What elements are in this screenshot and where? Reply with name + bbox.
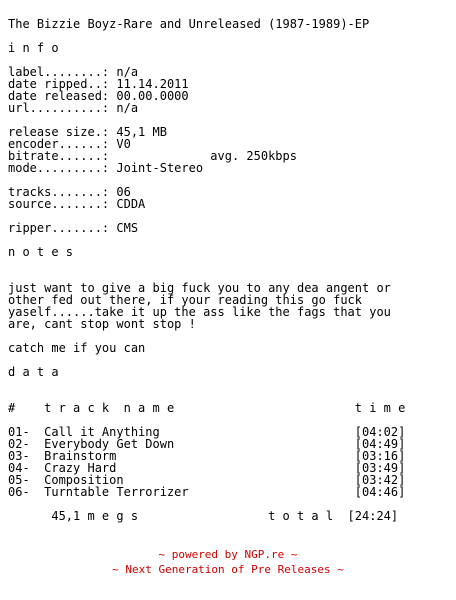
nfo-text-block: The Bizzie Boyz-Rare and Unreleased (1987-1989)-EP i n f o label........: n/a date ripped..: 11.14.2011 date released: 00.00.0000 url..........: n/a release size.: 45,1 MB encoder......: V0 bitrate......: avg. 250kbps mode.........: Joint-Stereo tracks.......: 06 source.......: CDDA ripper.......: CMS n o t e s just want to give a big fuck you to any dea angent or other fed out there, if your reading this go fuck yaself......take it up the ass like the fags that you are, cant stop wont stop ! catch me if you can d a t a # t r a c k n a m e t i m e 01- Call it Anything [04:02] 02- Everybody Get Down [04:49] 03- Brainstorm [03:16] 04- Crazy Hard [03:49] 05- Composition [03:42] 06- Turntable Terrorizer [04:46] 45,1 m e g s t o t a l [24:24] bbox=[8, 17, 406, 523]
footer-powered-by: ~ powered by NGP.re ~ bbox=[158, 548, 298, 561]
footer-tagline: ~ Next Generation of Pre Releases ~ bbox=[112, 563, 344, 576]
